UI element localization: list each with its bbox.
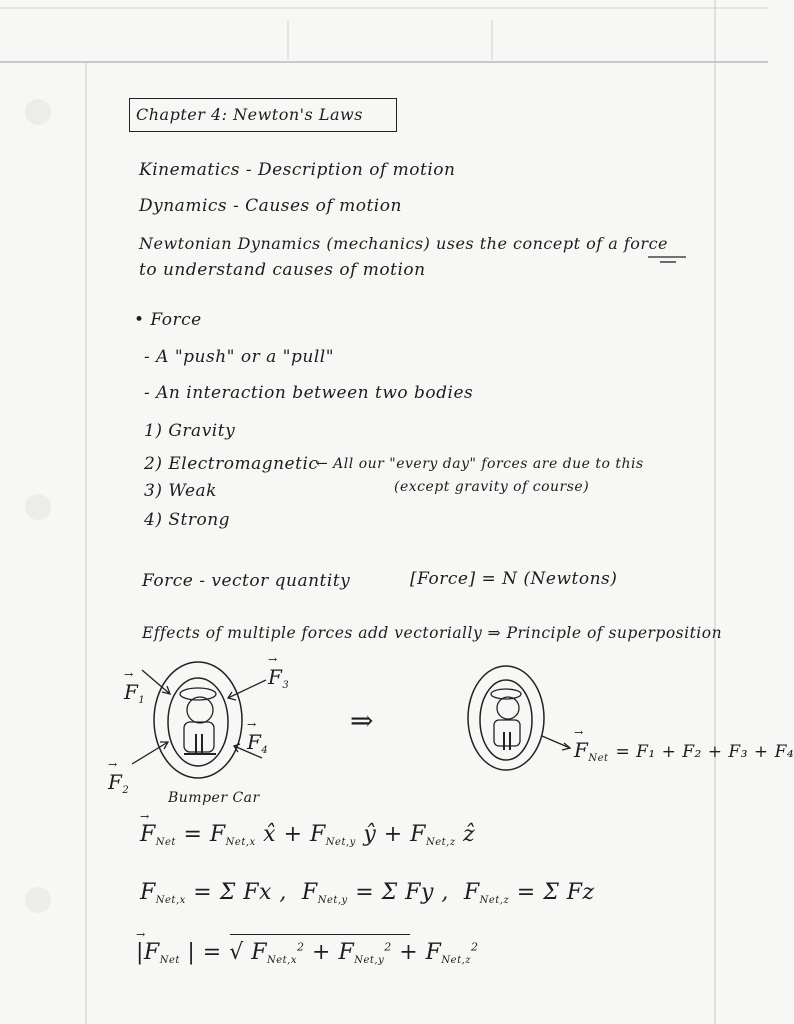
bumper-car-diagram-left	[110, 650, 290, 800]
fnet-sum-equation: → $F_{Net} = F_1 + F_2 + F_3 + F_4$	[574, 738, 794, 764]
implies-arrow: ⇒	[350, 704, 374, 737]
equation-net-sums: $F_{Net,x} = \Sigma$ Fx , $F_{Net,y} = \Sigma$ Fy , $F_{Net,z} = \Sigma$ Fz	[140, 880, 595, 906]
line-force-bullet: • Force	[134, 310, 202, 330]
line-force-vector: Force - vector quantity	[142, 571, 351, 591]
line-newtonian-2: to understand causes of motion	[139, 260, 426, 280]
chapter-title: Chapter 4: Newton's Laws	[136, 105, 363, 124]
bumper-car-diagram-right	[460, 660, 580, 780]
line-em-note: ← All our "every day" forces are due to this	[316, 456, 644, 472]
label-f1: → $F_1$	[124, 680, 145, 706]
chapter-title-box	[129, 98, 397, 132]
line-strong: 4) Strong	[144, 510, 231, 530]
sqrt-overbar	[230, 934, 410, 935]
equation-fnet-magnitude: → $|F_{Net}$ | = √ $F_{Net,x}^2 + F_{Net,y}^2 + F_{Net,z}^2$	[136, 940, 479, 966]
line-force-unit: [Force] = N (Newtons)	[410, 569, 618, 589]
line-gravity: 1) Gravity	[144, 421, 236, 441]
bumper-car-caption: Bumper Car	[168, 790, 260, 806]
line-newtonian-1: Newtonian Dynamics (mechanics) uses the concept of a force	[139, 234, 668, 253]
line-weak: 3) Weak	[144, 481, 217, 501]
line-effects: Effects of multiple forces add vectorially ⇒ Principle of superposition	[142, 624, 723, 642]
label-f4: → $F_4$	[247, 730, 268, 756]
label-f3: → $F_3$	[268, 665, 289, 691]
force-underline	[648, 255, 688, 265]
line-dynamics: Dynamics - Causes of motion	[139, 196, 402, 216]
line-push-pull: - A "push" or a "pull"	[144, 347, 335, 367]
equation-fnet-components: → $F_{Net} = F_{Net,x}$ x̂ + $F_{Net,y}$ ŷ + $F_{Net,z}$ ẑ	[140, 822, 475, 848]
label-f2: → $F_2$	[108, 770, 129, 796]
line-electromagnetic: 2) Electromagnetic	[144, 454, 319, 474]
line-kinematics: Kinematics - Description of motion	[139, 160, 456, 180]
line-em-note-2: (except gravity of course)	[394, 479, 590, 495]
line-interaction: - An interaction between two bodies	[144, 383, 474, 403]
